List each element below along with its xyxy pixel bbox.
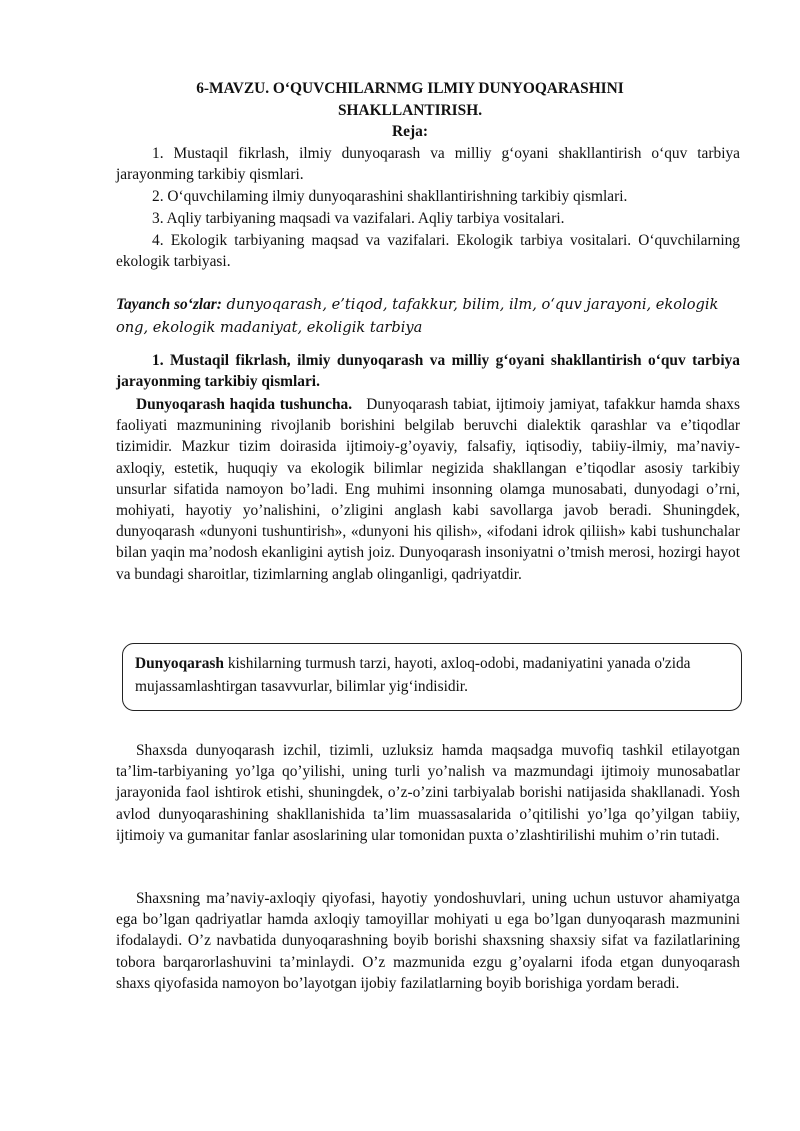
definition-text: kishilarning turmush tarzi, hayoti, axloq-odobi, madaniyatini yanada o'zida mujassamlashtirgan tasavvurlar, bilimlar yig‘indisidir. — [135, 655, 691, 695]
paragraph-2: Shaxsda dunyoqarash izchil, tizimli, uzluksiz hamda maqsadga muvofiq tashkil etilayotgan ta’lim-tarbiyaning yo’lga qo’yilishi, uning turli yo’nalish va mazmundagi ijtimoiy munosabatlar jarayonida faol ishtirok etishi, shuningdek, o’z-o’zini tarbiyalab borishi natijasida shakllanadi. Yosh avlod dunyoqarashining shakllanishida ta’lim muassasalarida o’qitilishi yo’lga qo’yilgan tabiiy, ijtimoiy va gumanitar fanlar asoslarining ular tomonidan puxta o’zlashtirilishi muhim o’rin tutadi. — [116, 742, 740, 844]
plan-heading: Reja: — [392, 123, 428, 140]
paragraph-1-lead: Dunyoqarash haqida tushuncha. — [136, 396, 353, 413]
keywords-block — [116, 293, 740, 339]
page-title-line1: 6-MAVZU. O‘QUVCHILARNMG ILMIY DUNYOQARASHINI — [196, 80, 624, 97]
keywords-label: Tayanch so‘zlar: — [116, 296, 222, 313]
paragraph-1 — [116, 394, 740, 585]
paragraph-1-text: Dunyoqarash tabiat, ijtimoiy jamiyat, tafakkur hamda shaxs faoliyati mazmunining rivojlanib borishini belgilab beruvchi dialektik qarashlar va e’tiqodlar tizimidir. Mazkur tizim doirasida ijtimoiy-g’oyaviy, falsafiy, iqtisodiy, tabiiy-ilmiy, ma’naviy-axloqiy, estetik, huquqiy va ekologik bilimlar negizida shakllangan e’tiqodlar asosiy tarkibiy unsurlar sifatida namoyon bo’ladi. Eng muhimi insonning olamga munosabati, dunyodagi o’rni, mohiyati, hayotiy yo’nalishini, o’zligini anglash kabi savollarga javob beradi. Shuningdek, dunyoqarash «dunyoni tushuntirish», «dunyoni his qilish», «ifodani idrok qiliish» kabi tushunchalar bilan yaqin ma’nodosh ekanligini aytish joiz. Dunyoqarash insoniyatni o’tmish merosi, hozirgi hayot va bundagi sharoitlar, tizimlarning anglab olinganligi, qadriyatdir. — [116, 396, 740, 583]
plan-item-3: 3. Aqliy tarbiyaning maqsadi va vazifalari. Aqliy tarbiya vositalari. — [152, 210, 565, 227]
definition-term: Dunyoqarash — [135, 655, 224, 672]
section-heading-1: 1. Mustaqil fikrlash, ilmiy dunyoqarash va milliy g‘oyani shakllantirish o‘quv tarbiya jarayonming tarkibiy qismlari. — [116, 352, 740, 391]
plan-item-2: 2. O‘quvchilaming ilmiy dunyoqarashini shakllantirishning tarkibiy qismlari. — [152, 188, 628, 205]
page-title-line2: SHAKLLANTIRISH. — [337, 102, 483, 119]
keywords-text: dunyoqarash, e’tiqod, tafakkur, bilim, ilm, o‘quv jarayoni, ekologik ong, ekologik madaniyat, ekoligik tarbiya — [116, 296, 719, 336]
plan-item-4: 4. Ekologik tarbiyaning maqsad va vazifalari. Ekologik tarbiya vositalari. O‘quvchilarning ekologik tarbiyasi. — [116, 232, 740, 271]
plan-item-1: 1. Mustaqil fikrlash, ilmiy dunyoqarash va milliy g‘oyani shakllantirish o‘quv tarbiya jarayonming tarkibiy qismlari. — [116, 145, 740, 184]
paragraph-3: Shaxsning ma’naviy-axloqiy qiyofasi, hayotiy yondoshuvlari, uning uchun ustuvor ahamiyatga ega bo’lgan qadriyatlar hamda axloqiy tamoyillar mohiyati u ega bo’lgan dunyoqarash mazmunini ifodalaydi. O’z navbatida dunyoqarashning boyib borishi shaxsning shaxsiy sifat va fazilatlarining tobora barqarorlashuvini ta’minlaydi. O’z mazmunida ezgu g’oyalarni ifoda etgan dunyoqarash shaxs qiyofasida namoyon bo’layotgan ijobiy fazilatlarning boyib borishiga yordam beradi. — [116, 890, 740, 992]
definition-box — [122, 643, 742, 711]
